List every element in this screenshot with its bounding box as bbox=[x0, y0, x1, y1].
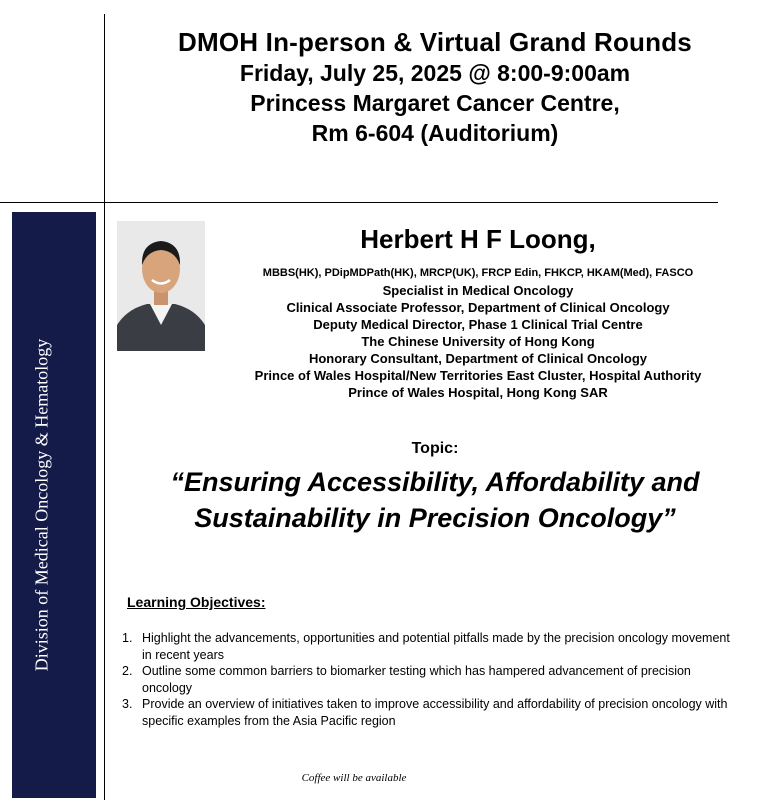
event-room: Rm 6-604 (Auditorium) bbox=[311, 120, 559, 146]
speaker-credentials bbox=[205, 265, 751, 401]
event-title: DMOH In-person & Virtual Grand Rounds bbox=[178, 27, 692, 57]
objective-item bbox=[122, 696, 732, 729]
objective-text: Outline some common barriers to biomarker testing which has hampered advancement of precision oncology bbox=[142, 664, 691, 695]
division-sidebar bbox=[12, 212, 96, 798]
objective-item bbox=[122, 630, 732, 663]
topic-title-line: Sustainability in Precision Oncology” bbox=[194, 503, 676, 533]
objectives-heading: Learning Objectives: bbox=[127, 594, 266, 610]
objective-number: 1. bbox=[122, 631, 133, 645]
speaker-role: Prince of Wales Hospital, Hong Kong SAR bbox=[348, 385, 608, 400]
division-name: Division of Medical Oncology & Hematology bbox=[31, 338, 52, 672]
speaker-degrees: MBBS(HK), PDipMDPath(HK), MRCP(UK), FRCP Edin, FHKCP, HKAM(Med), FASCO bbox=[262, 267, 694, 279]
objective-text: Provide an overview of initiatives taken to improve accessibility and affordability of precision oncology with specific examples from the Asia Pacific region bbox=[142, 697, 728, 728]
event-datetime: Friday, July 25, 2025 @ 8:00-9:00am bbox=[239, 60, 631, 86]
speaker-role: The Chinese University of Hong Kong bbox=[361, 334, 595, 349]
speaker-role: Clinical Associate Professor, Department of Clinical Oncology bbox=[286, 300, 670, 315]
speaker-photo bbox=[117, 221, 205, 351]
objectives-list bbox=[122, 630, 732, 729]
objective-number: 3. bbox=[122, 697, 133, 711]
speaker-role: Specialist in Medical Oncology bbox=[382, 283, 574, 298]
topic-title-line: “Ensuring Accessibility, Affordability and bbox=[170, 467, 700, 497]
footer-note: Coffee will be available bbox=[301, 772, 407, 784]
speaker-portrait-icon bbox=[117, 221, 205, 351]
topic-label: Topic: bbox=[411, 440, 459, 457]
speaker-name: Herbert H F Loong, bbox=[360, 224, 596, 254]
speaker-role: Deputy Medical Director, Phase 1 Clinical Trial Centre bbox=[313, 317, 643, 332]
speaker-role: Honorary Consultant, Department of Clinical Oncology bbox=[308, 351, 648, 366]
objective-text: Highlight the advancements, opportunities and potential pitfalls made by the precision oncology movement in recent years bbox=[142, 631, 730, 662]
event-venue: Princess Margaret Cancer Centre, bbox=[250, 90, 620, 116]
event-header bbox=[104, 26, 766, 148]
objective-number: 2. bbox=[122, 664, 133, 678]
topic-title bbox=[104, 464, 766, 536]
objective-item bbox=[122, 663, 732, 696]
speaker-role: Prince of Wales Hospital/New Territories East Cluster, Hospital Authority bbox=[254, 368, 702, 383]
horizontal-divider bbox=[0, 202, 718, 203]
